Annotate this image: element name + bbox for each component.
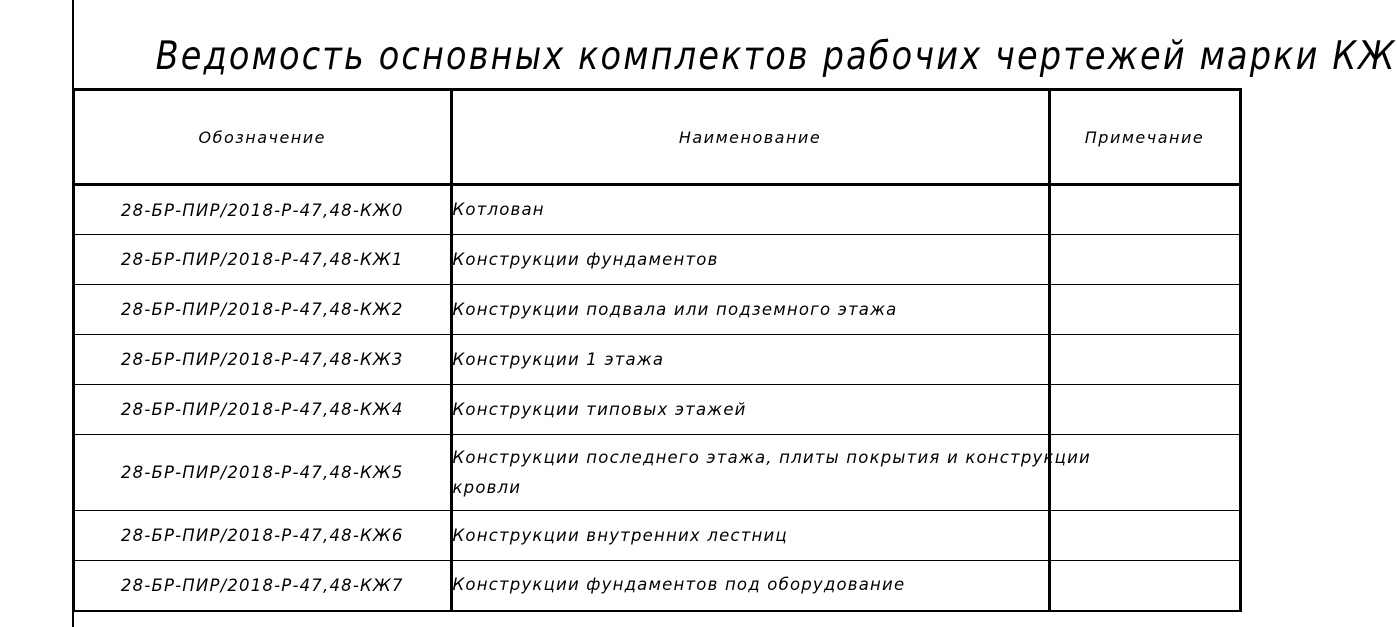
- row-name: Конструкции 1 этажа: [451, 335, 1049, 385]
- table-row: [74, 385, 1240, 435]
- drawings-register-table: [73, 88, 1242, 612]
- row-name: Конструкции подвала или подземного этажа: [451, 285, 1049, 335]
- row-name-line-1: Конструкции последнего этажа, плиты покрытия и конструкции: [452, 447, 1091, 467]
- row-name: Конструкции типовых этажей: [451, 385, 1049, 435]
- table-row: [74, 235, 1240, 285]
- row-designation: 28-БР-ПИР/2018-Р-47,48-КЖ3: [74, 335, 451, 385]
- row-name-line-2: кровли: [452, 477, 522, 497]
- sheet-title: Ведомость основных комплектов рабочих чертежей марки КЖ: [155, 34, 1397, 79]
- table-row: [74, 185, 1240, 235]
- table-header-row: [74, 90, 1240, 185]
- row-designation: 28-БР-ПИР/2018-Р-47,48-КЖ4: [74, 385, 451, 435]
- table-row: [74, 335, 1240, 385]
- row-designation: 28-БР-ПИР/2018-Р-47,48-КЖ7: [74, 561, 451, 611]
- row-designation: 28-БР-ПИР/2018-Р-47,48-КЖ6: [74, 511, 451, 561]
- row-note: [1049, 385, 1240, 435]
- header-note: Примечание: [1049, 90, 1240, 185]
- row-name: Конструкции фундаментов: [451, 235, 1049, 285]
- row-designation: 28-БР-ПИР/2018-Р-47,48-КЖ5: [74, 435, 451, 511]
- row-note: [1049, 185, 1240, 235]
- table-row: [74, 561, 1240, 611]
- row-name: Конструкции внутренних лестниц: [451, 511, 1049, 561]
- row-note: [1049, 435, 1240, 511]
- row-designation: 28-БР-ПИР/2018-Р-47,48-КЖ2: [74, 285, 451, 335]
- header-name: Наименование: [451, 90, 1049, 185]
- row-note: [1049, 335, 1240, 385]
- row-name: Конструкции фундаментов под оборудование: [451, 561, 1049, 611]
- row-name: Котлован: [451, 185, 1049, 235]
- header-designation: Обозначение: [74, 90, 451, 185]
- row-note: [1049, 511, 1240, 561]
- row-name: [451, 435, 1091, 511]
- row-designation: 28-БР-ПИР/2018-Р-47,48-КЖ1: [74, 235, 451, 285]
- table-row: [74, 435, 1240, 511]
- row-note: [1049, 561, 1240, 611]
- table-row: [74, 511, 1240, 561]
- row-designation: 28-БР-ПИР/2018-Р-47,48-КЖ0: [74, 185, 451, 235]
- row-note: [1049, 285, 1240, 335]
- table-row: [74, 285, 1240, 335]
- row-note: [1049, 235, 1240, 285]
